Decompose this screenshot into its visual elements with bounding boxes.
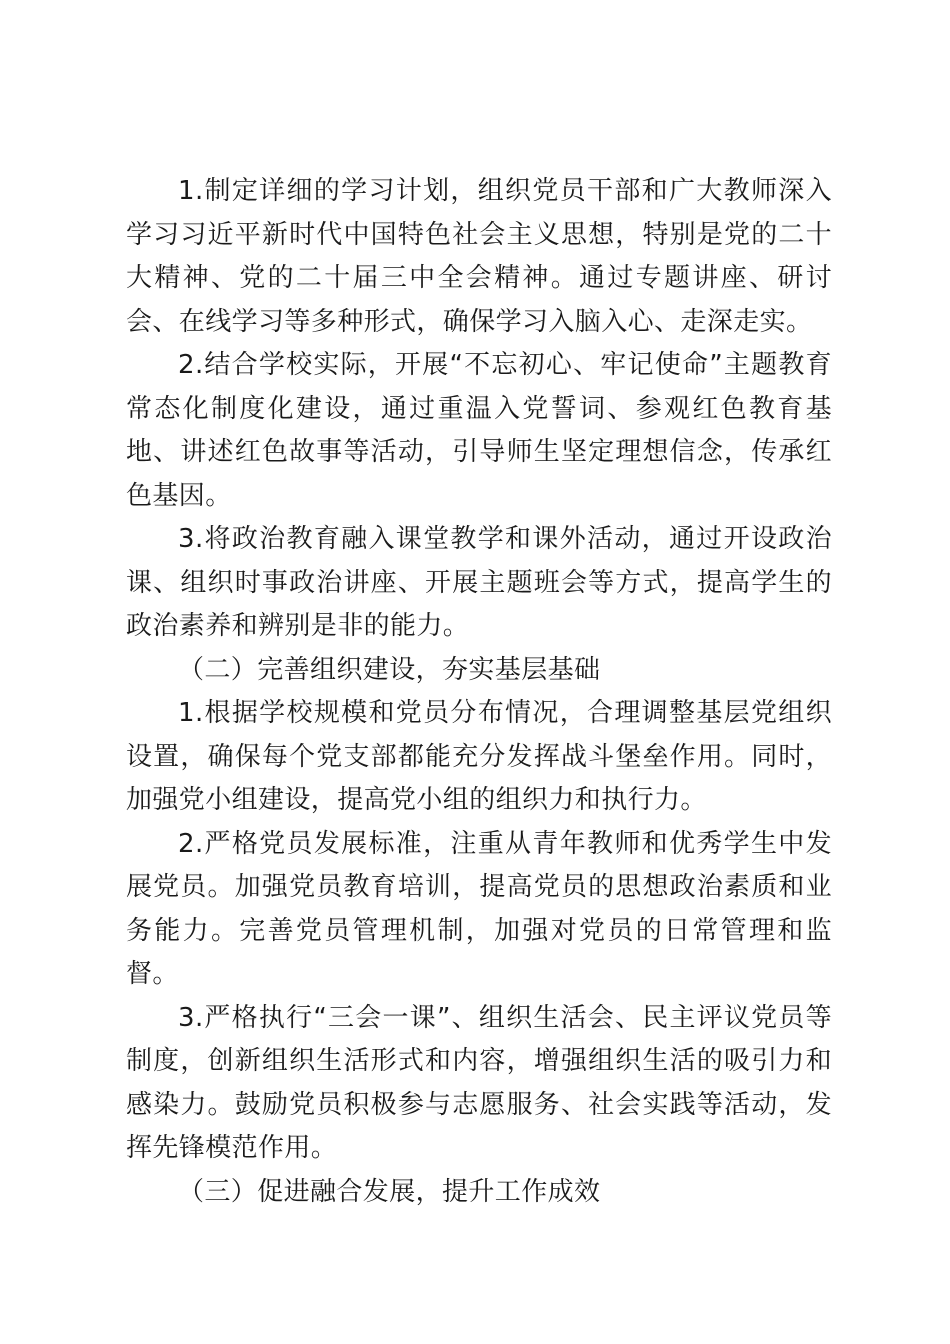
paragraph-organization-life: 3.严格执行“三会一课”、组织生活会、民主评议党员等制度，创新组织生活形式和内容，增强组织生活的吸引力和感染力。鼓励党员积极参与志愿服务、社会实践等活动，发挥先锋模范作用。 xyxy=(126,1002,832,1163)
paragraph-member-development: 2.严格党员发展标准，注重从青年教师和优秀学生中发展党员。加强党员教育培训，提高党员的思想政治素质和业务能力。完善党员管理机制，加强对党员的日常管理和监督。 xyxy=(126,828,832,989)
section-heading-integration: （三）促进融合发展，提升工作成效 xyxy=(178,1176,601,1207)
section-heading-organization: （二）完善组织建设，夯实基层基础 xyxy=(178,654,601,685)
paragraph-theme-education: 2.结合学校实际，开展“不忘初心、牢记使命”主题教育常态化制度化建设，通过重温入党誓词、参观红色教育基地、讲述红色故事等活动，引导师生坚定理想信念，传承红色基因。 xyxy=(126,350,832,511)
document-body xyxy=(126,170,832,1214)
paragraph-political-education: 3.将政治教育融入课堂教学和课外活动，通过开设政治课、组织时事政治讲座、开展主题班会等方式，提高学生的政治素养和辨别是非的能力。 xyxy=(126,524,832,641)
paragraph-org-adjustment: 1.根据学校规模和党员分布情况，合理调整基层党组织设置，确保每个党支部都能充分发挥战斗堡垒作用。同时，加强党小组建设，提高党小组的组织力和执行力。 xyxy=(126,698,832,815)
paragraph-study-plan: 1.制定详细的学习计划，组织党员干部和广大教师深入学习习近平新时代中国特色社会主义思想，特别是党的二十大精神、党的二十届三中全会精神。通过专题讲座、研讨会、在线学习等多种形式，确保学习入脑入心、走深走实。 xyxy=(126,176,832,337)
